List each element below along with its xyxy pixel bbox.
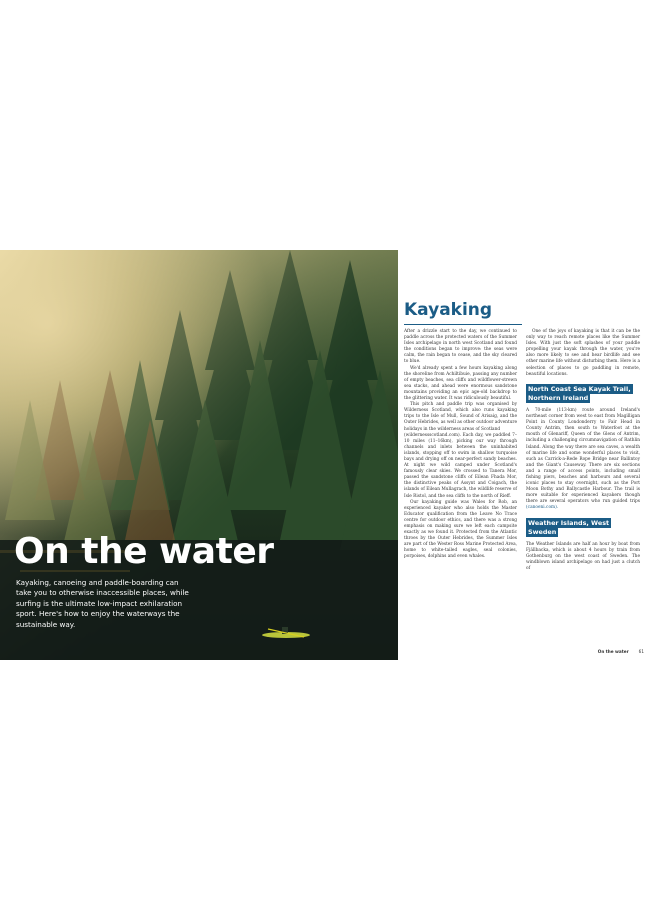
paragraph: After a drizzle start to the day, we continued to paddle across the protected waters of the Summer Isles archipelago in north west Scotland and found the conditions began to improve: the seas were calm, the rain began to cease, and the sky cleared to blue. (404, 329, 517, 365)
paragraph: One of the joys of kayaking is that it can be the only way to reach remote places like the Summer Isles. With just the soft splashes of your paddle propelling your kayak through the water, you're also more likely to see and hear birdlife and see other marine life without disturbing them. Here is a selection of places to go paddling in remote, beautiful locations. (526, 329, 640, 377)
text-page (398, 250, 660, 660)
north-coast-text: A 70-mile (113-km) route around Ireland's northeast corner from west to east from Magilligan Point in County Londonderry to Fair Head in County Antrim, then south to Waterfoot at the mouth of Glenariff, Queen of the Glens of Antrim, including a challenging circumnavigation of Rathlin Island. Along the way there are sea caves, a wealth of marine life and some wonderful places to visit, such as Carrick-a-Rede Rope Bridge near Ballintoy and the Giant's Causeway. There are six sections and a range of access points, including small fishing piers, beaches and harbours and several iconic places to stay overnight, such as the Port Moon Bothy and Ballycastle Harbour. The trail is more suitable for experienced kayakers though there are several operators who run guided trips (526, 407, 640, 505)
canoeni-link[interactable]: (canoeni.com). (526, 505, 559, 511)
chapter-title: On the water (14, 531, 274, 572)
paragraph (526, 408, 640, 512)
subheading-north-coast: North Coast Sea Kayak Trail, Northern Ireland (528, 384, 631, 402)
page-footer (598, 649, 644, 654)
paragraph: This pitch and paddle trip was organised by Wilderness Scotland, which also runs kayaking trips to the Isle of Mull, Sound of Arisaig, and the Outer Hebrides, as well as other outdoor adventure holidays in the wilderness areas of Scotland (404, 402, 517, 432)
kayak-figure (258, 625, 318, 639)
paragraph: The Weather Islands are half an hour by boat from Fjällbacka, which is about 4 hours by train from Gothenburg on the west coast of Sweden. The windblown island archipelago on had just a clutch of (526, 541, 640, 572)
subheading-weather-islands: Weather Islands, West Sweden (528, 518, 610, 536)
book-spread (0, 250, 660, 660)
paragraph: Our kayaking guide was Wales for Rob, an experienced kayaker who also holds the Master Educator qualification from the Leave No Trace centre for outdoor ethics, and there was a strong emphasis on making sure we left each campsite exactly as we found it. Protected from the Atlantic throes by the Outer Hebrides, the Summer Isles are part of the Wester Ross Marine Protected Area, home to white-tailed eagles, seal colonies, porpoises, dolphins and even whales. (404, 499, 517, 560)
page-number: 61 (638, 649, 644, 654)
column-left (404, 329, 517, 649)
heading-rule (404, 324, 522, 325)
column-right (526, 329, 640, 572)
chapter-intro: Kayaking, canoeing and paddle-boarding can take you to otherwise inaccessible places, while surfing is the ultimate low-impact exhilaration sport. Here's how to enjoy the waterways the sustainable way. (16, 578, 189, 629)
forest-lake-photo (0, 250, 398, 660)
paragraph: (wildernessscotland.com). Each day, we paddled 7–10 miles (11–16km), picking our way through channels and inlets between the uninhabited islands, stopping off to swim in shallow turquoise bays and drying off on near-perfect sandy beaches. At night we wild camped under Scotland's famously clear skies. We crossed to Tanera Mor, passed the sandstone cliffs of Eilean Fhada Mor, the distinctive peaks of Assynt and Coigach, the islands of Eilean Mullagrach, the wildlife reserve of Isle Ristol, and the sea cliffs to the north of Rieff. (404, 432, 517, 499)
article-heading: Kayaking (404, 300, 493, 320)
paragraph: We'd already spent a few hours kayaking along the shoreline from Achiltibuie, passing any number of empty beaches, sea cliffs and wildflower-strewn sea stacks, and ahead were enormous sandstone mountains providing an epic age-old backdrop to the glittering water. It was ridiculously beautiful. (404, 365, 517, 402)
footer-section: On the water (597, 649, 629, 654)
